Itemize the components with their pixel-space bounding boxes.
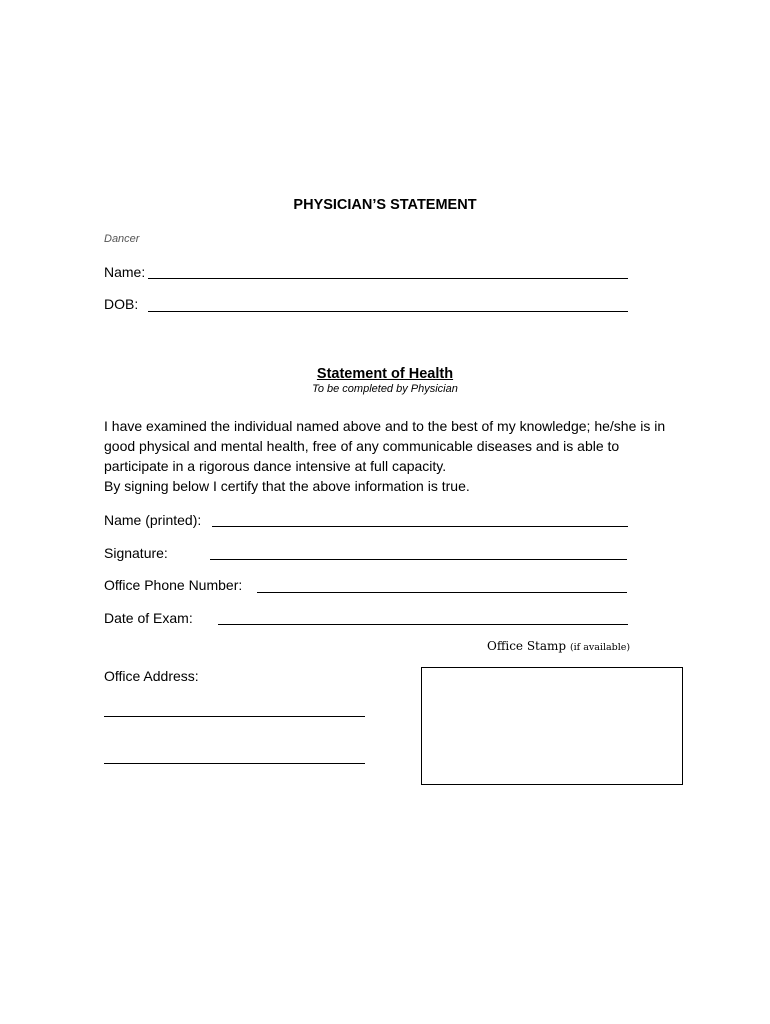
dancer-dob-field[interactable]	[148, 311, 628, 312]
office-address-line-2[interactable]	[104, 763, 365, 764]
office-phone-field[interactable]	[257, 592, 627, 593]
statement-subheading: To be completed by Physician	[312, 383, 458, 395]
statement-paragraph	[104, 416, 684, 496]
statement-heading: Statement of Health	[316, 366, 454, 382]
statement-line: I have examined the individual named above and to the best of my knowledge; he/she is in	[104, 418, 666, 434]
office-phone-label: Office Phone Number:	[104, 577, 243, 593]
name-printed-label: Name (printed):	[104, 512, 202, 528]
dancer-name-field[interactable]	[148, 278, 628, 279]
dancer-section-label: Dancer	[104, 233, 140, 245]
statement-line: participate in a rigorous dance intensive at full capacity.	[104, 458, 447, 474]
signature-field[interactable]	[210, 559, 627, 560]
office-stamp-box	[421, 667, 683, 785]
name-printed-field[interactable]	[212, 526, 628, 527]
office-address-line-1[interactable]	[104, 716, 365, 717]
date-of-exam-field[interactable]	[218, 624, 628, 625]
dancer-name-label: Name:	[104, 264, 146, 280]
statement-line: good physical and mental health, free of any communicable diseases and is able to	[104, 438, 620, 454]
office-address-label: Office Address:	[104, 668, 199, 684]
office-stamp-note: (if available)	[569, 642, 631, 653]
dancer-dob-label: DOB:	[104, 296, 139, 312]
date-of-exam-label: Date of Exam:	[104, 610, 193, 626]
page-title: PHYSICIAN’S STATEMENT	[293, 197, 477, 213]
statement-line: By signing below I certify that the above information is true.	[104, 478, 470, 494]
office-stamp-label: Office Stamp (if available)	[487, 639, 631, 653]
signature-label: Signature:	[104, 545, 168, 561]
